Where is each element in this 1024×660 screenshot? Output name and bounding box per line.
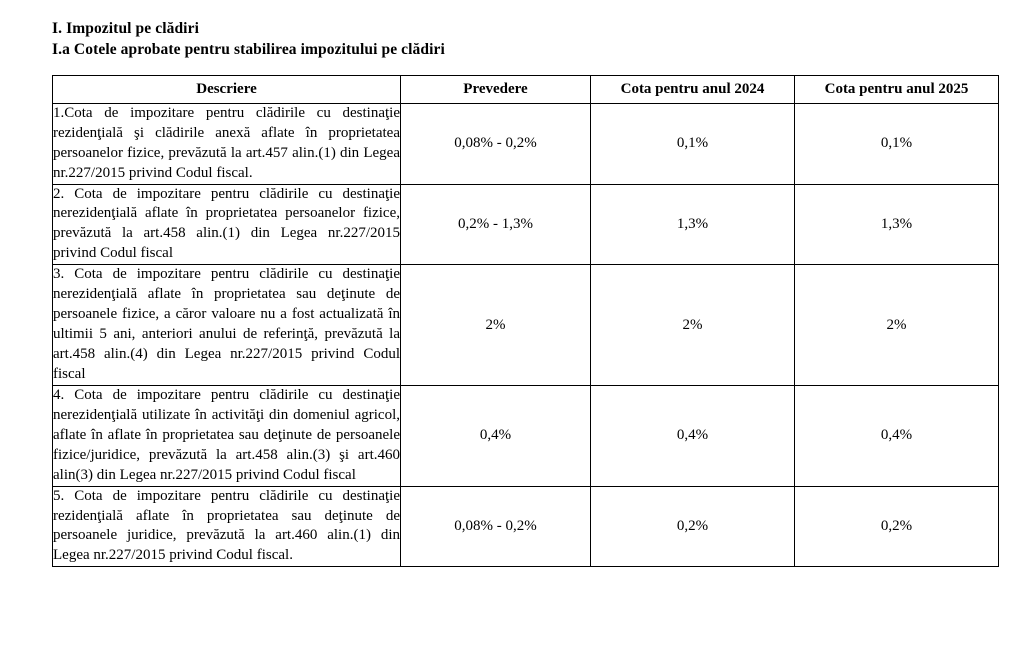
table-row (53, 486, 999, 567)
table-row (53, 103, 999, 184)
cell-cota-2025: 0,4% (795, 385, 999, 486)
cell-cota-2025: 0,1% (795, 103, 999, 184)
column-header-cota-2025: Cota pentru anul 2025 (795, 75, 999, 103)
cell-cota-2025: 0,2% (795, 486, 999, 567)
cell-cota-2024: 2% (591, 265, 795, 386)
cell-cota-2024: 0,4% (591, 385, 795, 486)
table-header-row (53, 75, 999, 103)
tax-rates-table (52, 75, 999, 568)
heading-line-2: I.a Cotele aprobate pentru stabilirea impozitului pe clădiri (52, 41, 445, 59)
table-row (53, 184, 999, 265)
cell-descriere: 1.Cota de impozitare pentru clădirile cu destinaţie rezidenţială şi clădirile anexă aflate în proprietatea persoanelor fizice, prevăzută la art.457 alin.(1) din Legea nr.227/2015 privind Codul fiscal. (53, 103, 401, 184)
cell-descriere: 3. Cota de impozitare pentru clădirile cu destinaţie nerezidenţială aflate în proprietatea sau deţinute de persoanele fizice, a căror valoare nu a fost actualizată în ultimii 5 ani, anteriori anului de referinţă, prevăzută la art.458 alin.(4) din Legea nr.227/2015 privind Codul fiscal (53, 265, 401, 386)
table-row (53, 265, 999, 386)
cell-prevedere: 0,08% - 0,2% (401, 486, 591, 567)
cell-cota-2024: 0,2% (591, 486, 795, 567)
table-body (53, 103, 999, 567)
table-header (53, 75, 999, 103)
column-header-prevedere: Prevedere (401, 75, 591, 103)
cell-prevedere: 0,4% (401, 385, 591, 486)
column-header-descriere: Descriere (53, 75, 401, 103)
heading-line-1: I. Impozitul pe clădiri (52, 20, 199, 37)
column-header-cota-2024: Cota pentru anul 2024 (591, 75, 795, 103)
cell-prevedere: 0,08% - 0,2% (401, 103, 591, 184)
document-heading (52, 18, 984, 61)
cell-descriere: 5. Cota de impozitare pentru clădirile cu destinaţie rezidenţială aflate în proprietatea sau deţinute de persoanele juridice, prevăzută la art.460 alin.(1) din Legea nr.227/2015 privind Codul fiscal. (53, 486, 401, 567)
cell-cota-2025: 1,3% (795, 184, 999, 265)
cell-cota-2025: 2% (795, 265, 999, 386)
cell-prevedere: 0,2% - 1,3% (401, 184, 591, 265)
cell-prevedere: 2% (401, 265, 591, 386)
cell-cota-2024: 0,1% (591, 103, 795, 184)
table-row (53, 385, 999, 486)
cell-descriere: 4. Cota de impozitare pentru clădirile cu destinaţie nerezidenţială utilizate în activităţi din domeniul agricol, aflate în aflate în proprietatea sau deţinute de persoanele fizice/juridice, prevăzută la art.458 alin.(3) şi art.460 alin(3) din Legea nr.227/2015 privind Codul fiscal (53, 385, 401, 486)
cell-cota-2024: 1,3% (591, 184, 795, 265)
cell-descriere: 2. Cota de impozitare pentru clădirile cu destinaţie nerezidenţială aflate în proprietatea persoanelor fizice, prevăzută la art.458 alin.(1) din Legea nr.227/2015 privind Codul fiscal (53, 184, 401, 265)
